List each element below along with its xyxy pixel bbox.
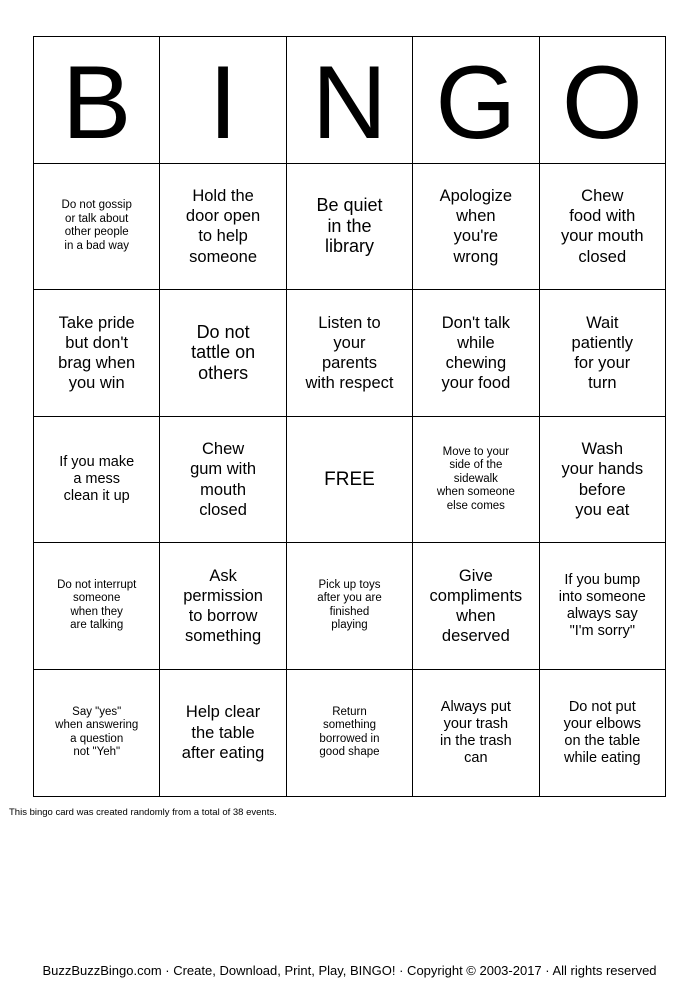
- header-letter-o: O: [539, 37, 665, 164]
- site-footer: BuzzBuzzBingo.com · Create, Download, Print, Play, BINGO! · Copyright © 2003-2017 · All rights reserved: [42, 963, 657, 978]
- header-letter-g: G: [413, 37, 539, 164]
- bingo-cell: [539, 163, 665, 290]
- bingo-cell: [160, 163, 286, 290]
- bingo-cell: [539, 416, 665, 543]
- bingo-cell: [286, 543, 412, 670]
- bingo-cell: [286, 669, 412, 796]
- bingo-cell: [413, 416, 539, 543]
- bingo-cell: [160, 669, 286, 796]
- bingo-cell: [413, 543, 539, 670]
- header-letter-n: N: [286, 37, 412, 164]
- cell-text: Return something borrowed in good shape: [319, 705, 380, 759]
- bingo-cell: [160, 290, 286, 417]
- cell-text: Don't talk while chewing your food: [441, 313, 511, 393]
- cell-text: Always put your trash in the trash can: [439, 698, 512, 766]
- cell-text: Do not put your elbows on the table while eating: [563, 698, 641, 766]
- cell-text: If you bump into someone always say "I'm sorry": [558, 572, 646, 640]
- bingo-cell: [286, 290, 412, 417]
- cell-text: Hold the door open to help someone: [185, 186, 261, 266]
- header-letter-b: B: [34, 37, 160, 164]
- bingo-cell: [539, 669, 665, 796]
- cell-text: Wash your hands before you eat: [561, 440, 644, 519]
- bingo-card: [33, 36, 666, 797]
- bingo-cell: [539, 543, 665, 670]
- grid-row: [34, 416, 666, 543]
- cell-text: Pick up toys after you are finished playing: [317, 578, 382, 632]
- cell-text: Apologize when you're wrong: [439, 186, 513, 266]
- cell-text: Do not gossip or talk about other people in a bad way: [61, 199, 132, 252]
- cell-text: Chew gum with mouth closed: [190, 440, 257, 519]
- cell-text: Listen to your parents with respect: [305, 313, 394, 393]
- grid-row: [34, 669, 666, 796]
- bingo-cell: [34, 543, 160, 670]
- bingo-cell: [160, 416, 286, 543]
- bingo-cell: [34, 416, 160, 543]
- bingo-cell: [413, 163, 539, 290]
- bingo-cell: [34, 163, 160, 290]
- cell-text: Do not interrupt someone when they are talking: [57, 578, 137, 632]
- grid-row: [34, 290, 666, 417]
- cell-text: Do not tattle on others: [191, 321, 256, 383]
- grid-row: [34, 163, 666, 290]
- cell-text: Take pride but don't brag when you win: [58, 313, 136, 393]
- card-generation-note: This bingo card was created randomly from a total of 38 events.: [9, 807, 277, 818]
- cell-text: Say "yes" when answering a question not "Yeh": [55, 705, 139, 759]
- bingo-cell: [413, 290, 539, 417]
- bingo-cell: [413, 669, 539, 796]
- bingo-cell: [34, 669, 160, 796]
- bingo-cell: [539, 290, 665, 417]
- cell-text: Help clear the table after eating: [181, 703, 265, 762]
- bingo-cell: [160, 543, 286, 670]
- cell-text: Give compliments when deserved: [429, 566, 523, 646]
- cell-text: Be quiet in the library: [316, 195, 383, 257]
- header-row: [34, 37, 666, 164]
- grid-row: [34, 543, 666, 670]
- bingo-cell: [34, 290, 160, 417]
- cell-text: Wait patiently for your turn: [571, 313, 634, 393]
- cell-text: Move to your side of the sidewalk when someone else comes: [436, 445, 515, 512]
- bingo-grid: [34, 37, 666, 797]
- free-space-label: FREE: [324, 468, 375, 490]
- bingo-cell: [286, 163, 412, 290]
- cell-text: Ask permission to borrow something: [183, 566, 263, 646]
- header-letter-i: I: [160, 37, 286, 164]
- cell-text: If you make a mess clean it up: [59, 454, 135, 505]
- cell-text: Chew food with your mouth closed: [561, 186, 644, 266]
- free-space-cell: [286, 416, 412, 543]
